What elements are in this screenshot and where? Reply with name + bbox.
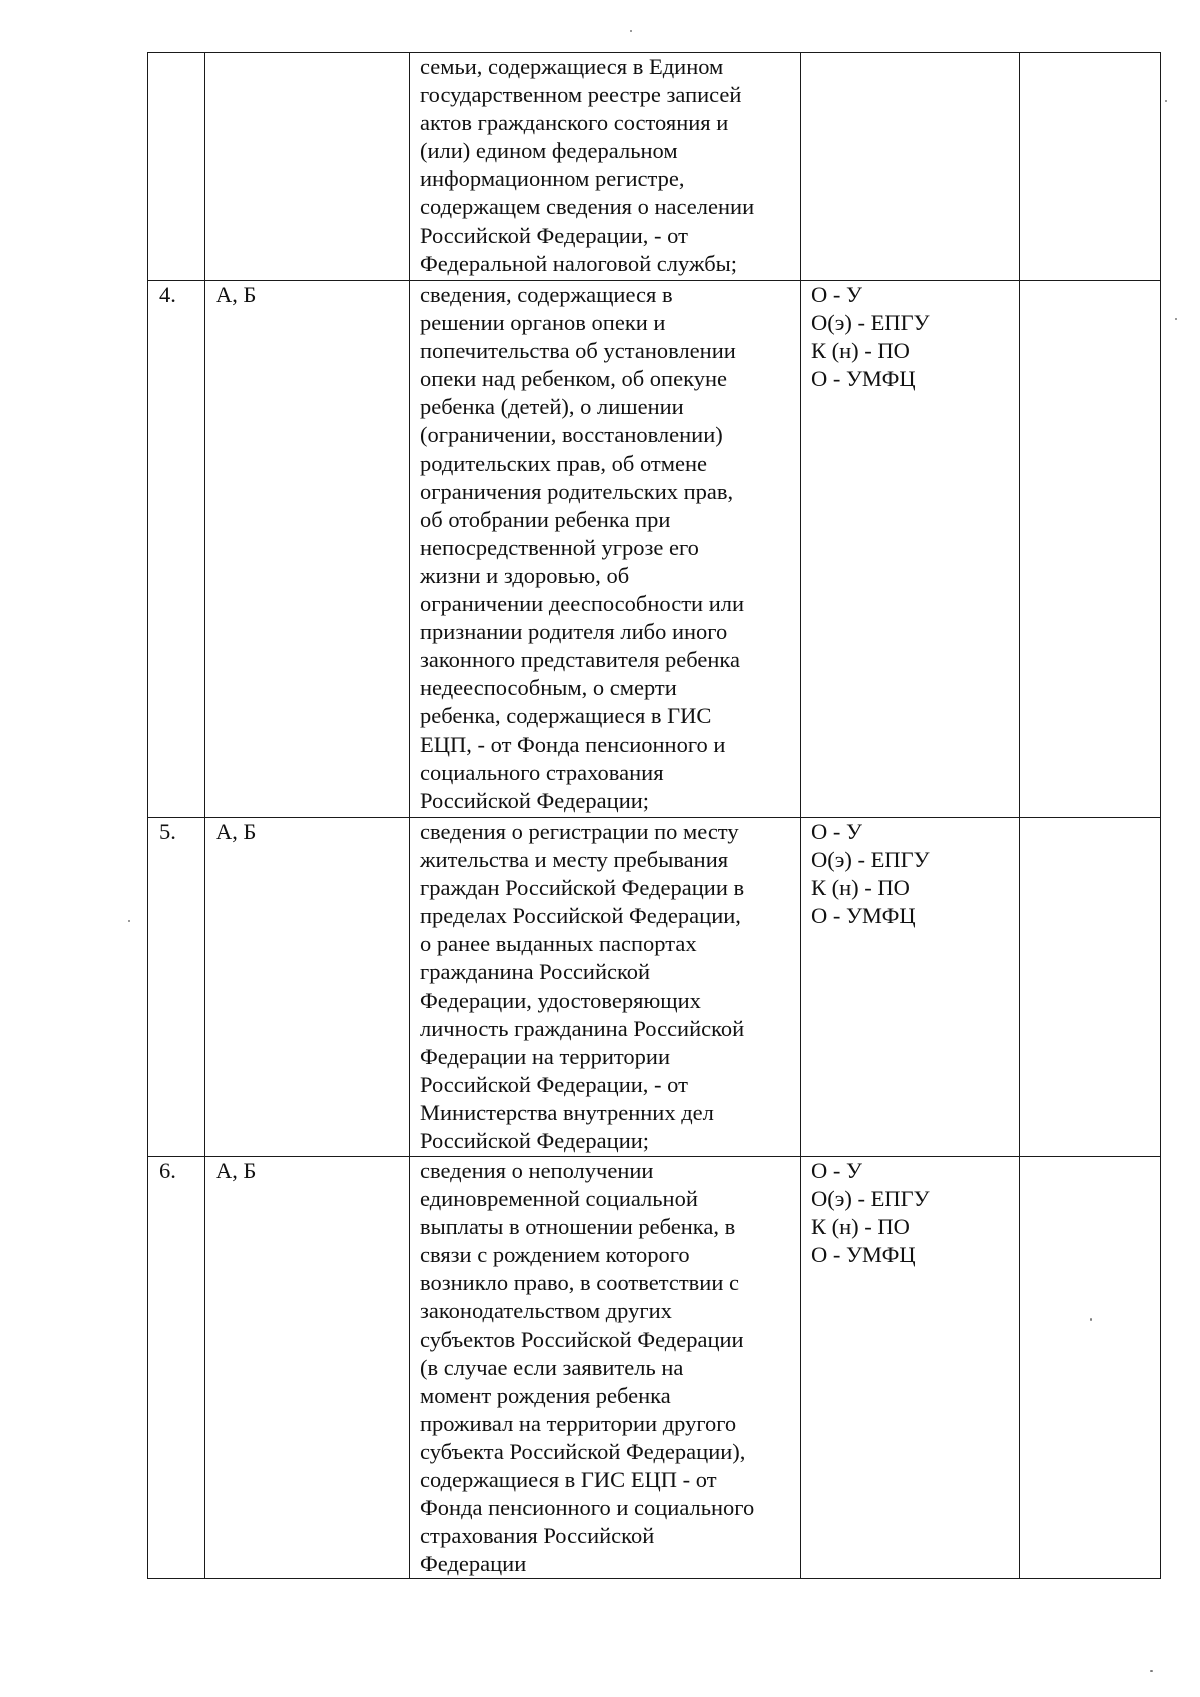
extra-cell xyxy=(1020,1157,1161,1579)
description-line: опеки над ребенком, об опекуне xyxy=(420,366,727,392)
submission-method-cell xyxy=(801,818,1020,1157)
description-line: сведения о неполучении xyxy=(420,1158,654,1183)
description-line: (ограничении, восстановлении) xyxy=(420,422,723,448)
description-line: Российской Федерации; xyxy=(420,787,650,813)
description-line: момент рождения ребенка xyxy=(420,1382,671,1408)
description-line: недееспособным, о смерти xyxy=(420,675,677,701)
submission-method: О - УМФЦ xyxy=(811,366,916,392)
document-description-cell xyxy=(410,53,801,281)
description-line: родительских прав, об отмене xyxy=(420,450,707,476)
description-line: ребенка, содержащиеся в ГИС xyxy=(420,703,712,729)
description-line: признании родителя либо иного xyxy=(420,619,728,645)
description-line: выплаты в отношении ребенка, в xyxy=(420,1214,736,1240)
description-line: проживал на территории другого xyxy=(420,1410,737,1436)
description-line: пределах Российской Федерации, xyxy=(420,903,741,929)
submission-method: К (н) - ПО xyxy=(811,875,910,901)
scan-speck xyxy=(630,30,632,32)
applicant-group: А, Б xyxy=(216,819,257,844)
row-number-cell xyxy=(148,281,205,818)
description-line: Российской Федерации, - от xyxy=(420,222,688,248)
description-line: связи с рождением которого xyxy=(420,1242,690,1268)
description-line: Российской Федерации, - от xyxy=(420,1071,688,1097)
submission-method: О(э) - ЕПГУ xyxy=(811,310,930,336)
row-number: 5. xyxy=(159,819,176,844)
applicant-group-cell xyxy=(205,818,410,1157)
submission-method: О(э) - ЕПГУ xyxy=(811,847,930,873)
row-number: 4. xyxy=(159,282,176,307)
description-line: решении органов опеки и xyxy=(420,310,666,336)
description-line: содержащем сведения о населении xyxy=(420,194,755,220)
description-line: личность гражданина Российской xyxy=(420,1015,745,1041)
description-line: гражданина Российской xyxy=(420,959,651,985)
submission-method-cell xyxy=(801,1157,1020,1579)
scan-speck xyxy=(1090,1318,1092,1321)
extra-cell xyxy=(1020,818,1161,1157)
submission-method: О - УМФЦ xyxy=(811,903,916,929)
description-line: (или) едином федеральном xyxy=(420,138,678,164)
description-line: Федерации xyxy=(420,1551,527,1577)
submission-method: К (н) - ПО xyxy=(811,338,910,364)
extra-cell xyxy=(1020,281,1161,818)
submission-method: К (н) - ПО xyxy=(811,1214,910,1240)
description-line: семьи, содержащиеся в Едином xyxy=(420,54,724,79)
submission-method: О - УМФЦ xyxy=(811,1242,916,1268)
description-line: ограничения родительских прав, xyxy=(420,478,734,504)
description-line: субъекта Российской Федерации), xyxy=(420,1438,746,1464)
description-line: единовременной социальной xyxy=(420,1186,698,1212)
scan-speck xyxy=(1165,100,1167,102)
description-line: ограничении дееспособности или xyxy=(420,591,744,617)
description-line: государственном реестре записей xyxy=(420,82,742,108)
description-line: субъектов Российской Федерации xyxy=(420,1326,744,1352)
description-line: ребенка (детей), о лишении xyxy=(420,394,684,420)
row-number: 6. xyxy=(159,1158,176,1183)
description-line: Российской Федерации; xyxy=(420,1128,650,1154)
description-line: ЕЦП, - от Фонда пенсионного и xyxy=(420,731,726,757)
scan-speck xyxy=(128,920,130,922)
submission-method: О - У xyxy=(811,282,862,307)
description-line: граждан Российской Федерации в xyxy=(420,875,745,901)
description-line: жительства и месту пребывания xyxy=(420,847,729,873)
description-line: содержащиеся в ГИС ЕЦП - от xyxy=(420,1467,717,1493)
description-line: жизни и здоровью, об xyxy=(420,562,630,588)
applicant-group-cell xyxy=(205,1157,410,1579)
document-description-cell xyxy=(410,281,801,818)
requisites-table xyxy=(147,52,1161,1579)
description-line: Федерации на территории xyxy=(420,1043,671,1069)
scan-speck xyxy=(1175,318,1177,320)
description-line: законного представителя ребенка xyxy=(420,647,740,673)
description-line: Фонда пенсионного и социального xyxy=(420,1495,755,1521)
description-line: попечительства об установлении xyxy=(420,338,736,364)
submission-method: О - У xyxy=(811,819,862,844)
document-description-cell xyxy=(410,818,801,1157)
description-line: Федерации, удостоверяющих xyxy=(420,987,701,1013)
scan-speck xyxy=(1150,1670,1153,1672)
table-body xyxy=(148,53,1161,1579)
submission-method: О(э) - ЕПГУ xyxy=(811,1186,930,1212)
description-line: сведения о регистрации по месту xyxy=(420,819,739,844)
applicant-group: А, Б xyxy=(216,282,257,307)
description-line: социального страхования xyxy=(420,759,664,785)
description-line: возникло право, в соответствии с xyxy=(420,1270,739,1296)
row-number-cell xyxy=(148,1157,205,1579)
table-row xyxy=(148,1157,1161,1579)
description-line: (в случае если заявитель на xyxy=(420,1354,684,1380)
table-row xyxy=(148,53,1161,281)
description-line: Министерства внутренних дел xyxy=(420,1099,714,1125)
applicant-group: А, Б xyxy=(216,1158,257,1183)
description-line: страхования Российской xyxy=(420,1523,655,1549)
description-line: Федеральной налоговой службы; xyxy=(420,250,738,276)
row-number-cell xyxy=(148,53,205,281)
submission-method-cell xyxy=(801,53,1020,281)
description-line: сведения, содержащиеся в xyxy=(420,282,673,307)
submission-method: О - У xyxy=(811,1158,862,1183)
applicant-group-cell xyxy=(205,53,410,281)
description-line: актов гражданского состояния и xyxy=(420,110,729,136)
table-row xyxy=(148,818,1161,1157)
description-line: законодательством других xyxy=(420,1298,672,1324)
document-description-cell xyxy=(410,1157,801,1579)
row-number-cell xyxy=(148,818,205,1157)
description-line: о ранее выданных паспортах xyxy=(420,931,697,957)
table-row xyxy=(148,281,1161,818)
description-line: об отобрании ребенка при xyxy=(420,506,671,532)
description-line: непосредственной угрозе его xyxy=(420,534,699,560)
applicant-group-cell xyxy=(205,281,410,818)
submission-method-cell xyxy=(801,281,1020,818)
extra-cell xyxy=(1020,53,1161,281)
description-line: информационном регистре, xyxy=(420,166,685,192)
